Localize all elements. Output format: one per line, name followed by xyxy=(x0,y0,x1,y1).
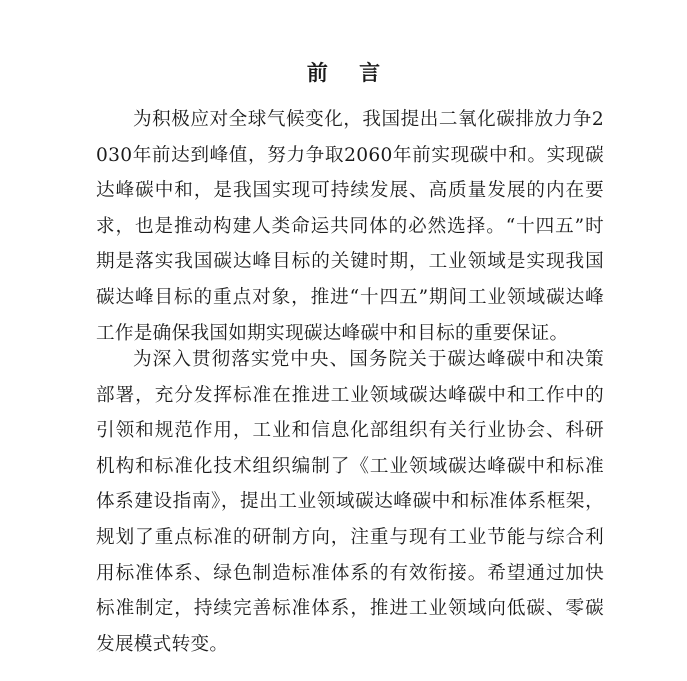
paragraph-1: 为积极应对全球气候变化，我国提出二氧化碳排放力争2030年前达到峰值，努力争取2060年前实现碳中和。实现碳达峰碳中和，是我国实现可持续发展、高质量发展的内在要求，也是推动构建人类命运共同体的必然选择。“十四五”时期是落实我国碳达峰目标的关键时期，工业领域是实现我国碳达峰目标的重点对象，推进“十四五”期间工业领域碳达峰工作是确保我国如期实现碳达峰碳中和目标的重要保证。 xyxy=(96,109,604,344)
paragraph-2: 为深入贯彻落实党中央、国务院关于碳达峰碳中和决策部署，充分发挥标准在推进工业领域碳达峰碳中和工作中的引领和规范作用，工业和信息化部组织有关行业协会、科研机构和标准化技术组织编制了《工业领域碳达峰碳中和标准体系建设指南》，提出工业领域碳达峰碳中和标准体系框架，规划了重点标准的研制方向，注重与现有工业节能与综合利用标准体系、绿色制造标准体系的有效衔接。希望通过加快标准制定，持续完善标准体系，推进工业领域向低碳、零碳发展模式转变。 xyxy=(96,349,604,655)
page-title: 前 言 xyxy=(306,60,393,85)
